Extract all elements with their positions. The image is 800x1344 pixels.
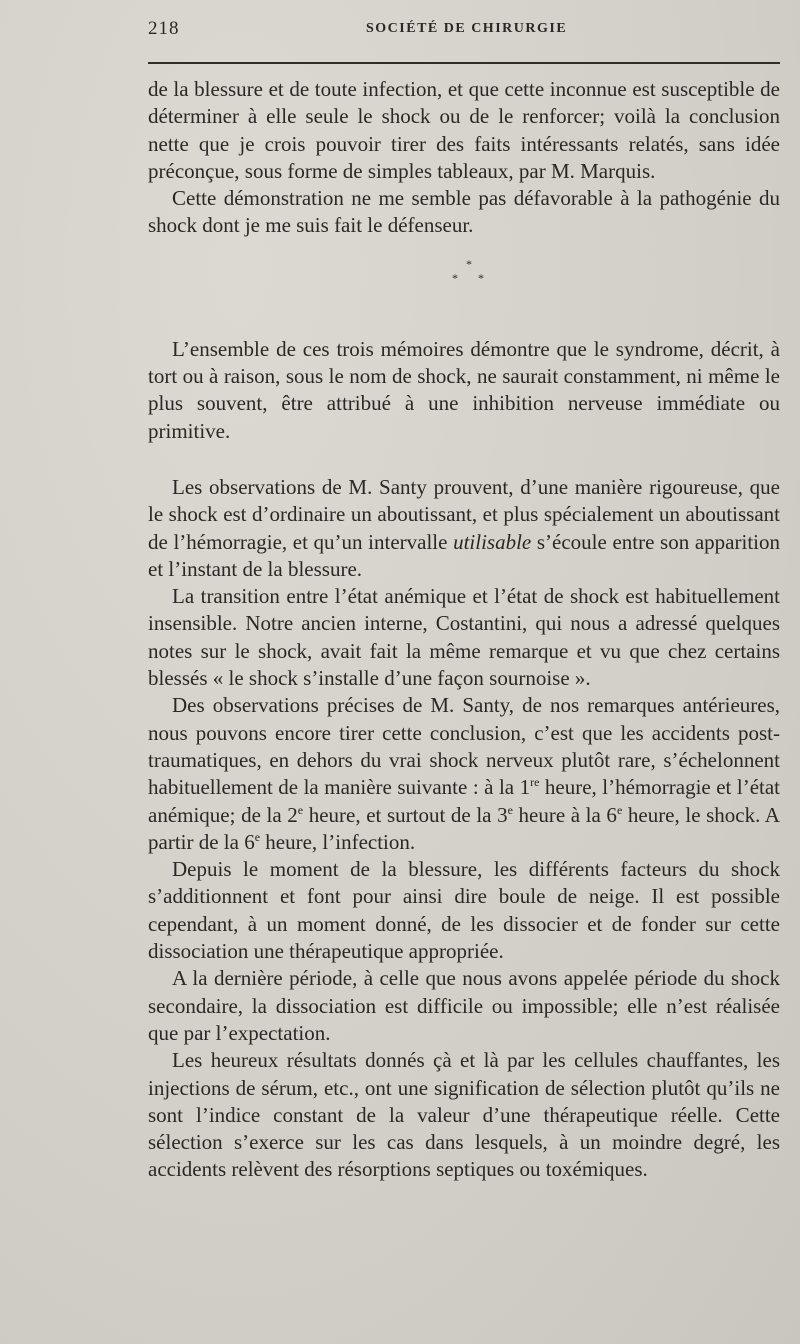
text-run: heure à la 6 xyxy=(512,802,617,827)
section-separator xyxy=(148,240,780,336)
paragraph: Les heureux résultats donnés çà et là par les cellules chauffantes, les injections de sérum, etc., ont une signification de sélection plutôt qu’ils ne sont l’indice constant de la valeur d’une thérapeutique réelle. Cette sélection s’exerce sur les cas dans lesquels, à un moindre degré, les accidents relèvent des résorptions septiques ou toxémiques. xyxy=(148,1048,780,1182)
text-run: Des observations précises de M. Santy, de nos remarques antérieures, nous pouvons encore tirer cette conclusion, c’est que les accidents post-traumatiques, en dehors du vrai shock nerveux plutôt rare, s’échelonnent habituellement de la manière suivante : à la 1 xyxy=(148,693,780,800)
separator-star: * xyxy=(466,256,472,271)
paragraph: A la dernière période, à celle que nous avons appelée période du shock secondaire, la dissociation est difficile ou impossible; elle n’est réalisée que par l’expectation. xyxy=(148,966,780,1045)
superscript: e xyxy=(297,802,304,817)
superscript: e xyxy=(254,829,261,844)
separator-star: * xyxy=(478,270,484,285)
paragraph-gap xyxy=(148,445,780,474)
paragraph: La transition entre l’état anémique et l’état de shock est habituellement insensible. Notre ancien interne, Costantini, qui nous a adressé quelques notes sur le shock, avait fait la même remarque et vu que chez certains blessés « le shock s’installe d’une façon sournoise ». xyxy=(148,584,780,691)
text-run: heure, l’infection. xyxy=(260,829,416,854)
superscript: e xyxy=(507,802,513,817)
paragraph: Depuis le moment de la blessure, les différents facteurs du shock s’additionnent et font pour ainsi dire boule de neige. Il est possible cependant, à un moment donné, de les dissocier et de fonder sur cette dissociation une thérapeutique appropriée. xyxy=(148,857,780,964)
text-run: heure, et surtout de la 3 xyxy=(303,802,508,827)
page-header xyxy=(148,18,780,48)
superscript: re xyxy=(530,775,540,790)
body-text xyxy=(148,76,780,1184)
paragraph: Cette démonstration ne me semble pas défavorable à la pathogénie du shock dont je me suis fait le défenseur. xyxy=(148,186,780,238)
paragraph xyxy=(148,692,780,856)
paragraph: L’ensemble de ces trois mémoires démontre que le syndrome, décrit, à tort ou à raison, sous le nom de shock, ne saurait constamment, ni même le plus souvent, être attribué à une inhibition nerveuse immédiate ou primitive. xyxy=(148,336,780,443)
text-run: heure, l’hémorragie et l’état anémique; de la 2 xyxy=(148,775,780,827)
header-rule xyxy=(148,62,780,64)
page-number: 218 xyxy=(148,18,180,39)
paragraph xyxy=(148,474,780,583)
superscript: e xyxy=(616,802,623,817)
text-run: heure, le shock. A partir de la 6 xyxy=(148,802,780,854)
text-run: Les observations de M. Santy prouvent, d’une manière rigoureuse, que le shock est d’ordinaire un aboutissant, et plus spécialement un aboutissant de l’hémorragie, et qu’un intervalle xyxy=(148,474,780,554)
text-run: s’écoule entre son apparition et l’instant de la blessure. xyxy=(148,529,780,581)
running-title: SOCIÉTÉ DE CHIRURGIE xyxy=(366,21,568,36)
paragraph: de la blessure et de toute infection, et que cette inconnue est susceptible de déterminer à elle seule le shock ou de le renforcer; voilà la conclusion nette que je crois pouvoir tirer des faits intéressants relatés, sans idée préconçue, sous forme de simples tableaux, par M. Marquis. xyxy=(148,77,780,183)
italic-text: utilisable xyxy=(453,529,532,554)
separator-star: * xyxy=(452,270,458,285)
